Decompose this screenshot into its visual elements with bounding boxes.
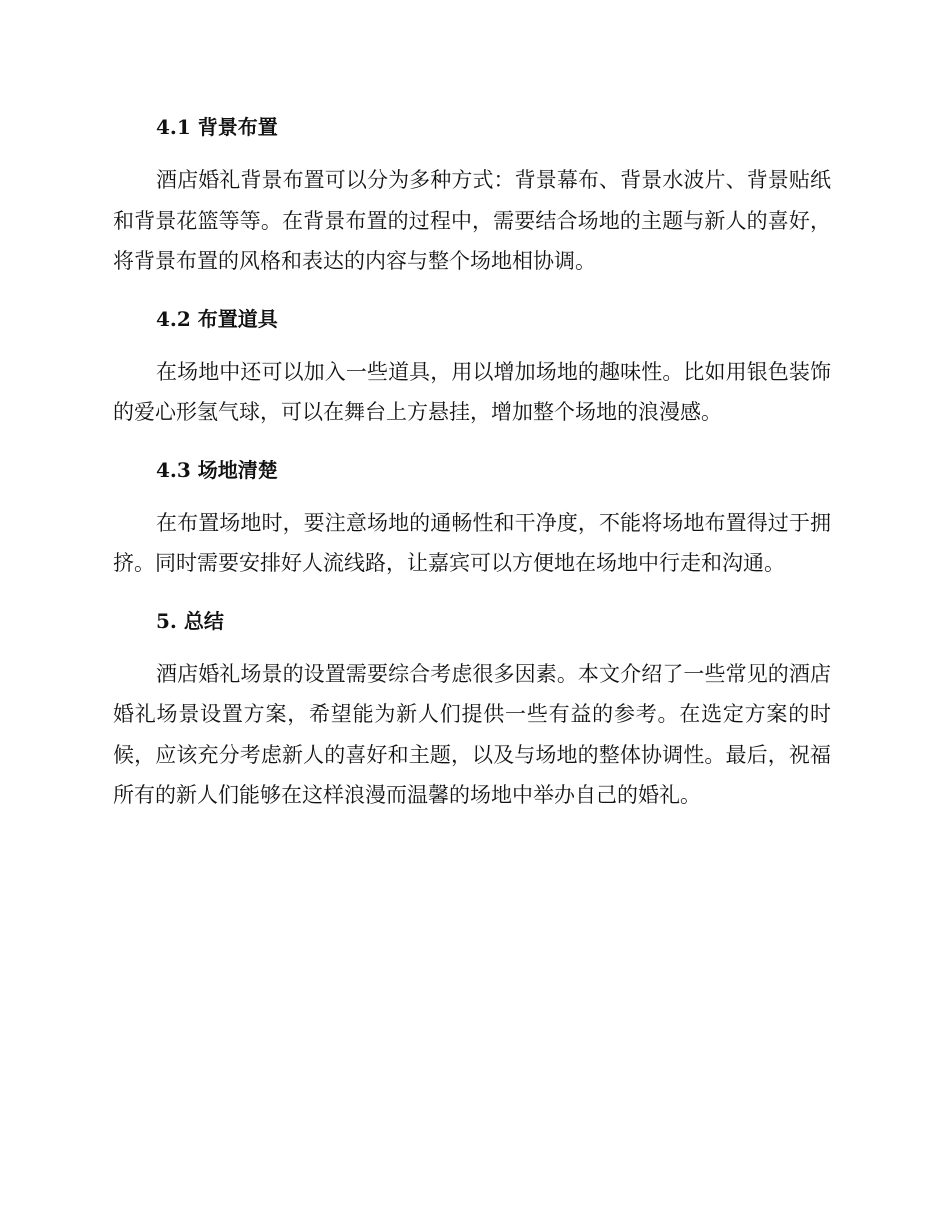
- section-paragraph-5: 酒店婚礼场景的设置需要综合考虑很多因素。本文介绍了一些常见的酒店婚礼场景设置方案，希望能为新人们提供一些有益的参考。在选定方案的时候，应该充分考虑新人的喜好和主题，以及与场地的整体协调性。最后，祝福所有的新人们能够在这样浪漫而温馨的场地中举办自己的婚礼。: [113, 661, 831, 807]
- document-body: [113, 110, 831, 816]
- section-paragraph-4-2: 在场地中还可以加入一些道具，用以增加场地的趣味性。比如用银色装饰的爱心形氢气球，可以在舞台上方悬挂，增加整个场地的浪漫感。: [113, 359, 831, 424]
- section-paragraph-4-1: 酒店婚礼背景布置可以分为多种方式：背景幕布、背景水波片、背景贴纸和背景花篮等等。在背景布置的过程中，需要结合场地的主题与新人的喜好，将背景布置的风格和表达的内容与整个场地相协调。: [113, 168, 831, 273]
- section-heading-4-2: 4.2 布置道具: [156, 306, 278, 331]
- section-heading-4-1: 4.1 背景布置: [156, 115, 278, 139]
- section-paragraph-4-3: 在布置场地时，要注意场地的通畅性和干净度，不能将场地布置得过于拥挤。同时需要安排好人流线路，让嘉宾可以方便地在场地中行走和沟通。: [113, 510, 831, 575]
- section-heading-4-3: 4.3 场地清楚: [156, 457, 278, 482]
- section-heading-5: 5. 总结: [156, 608, 224, 633]
